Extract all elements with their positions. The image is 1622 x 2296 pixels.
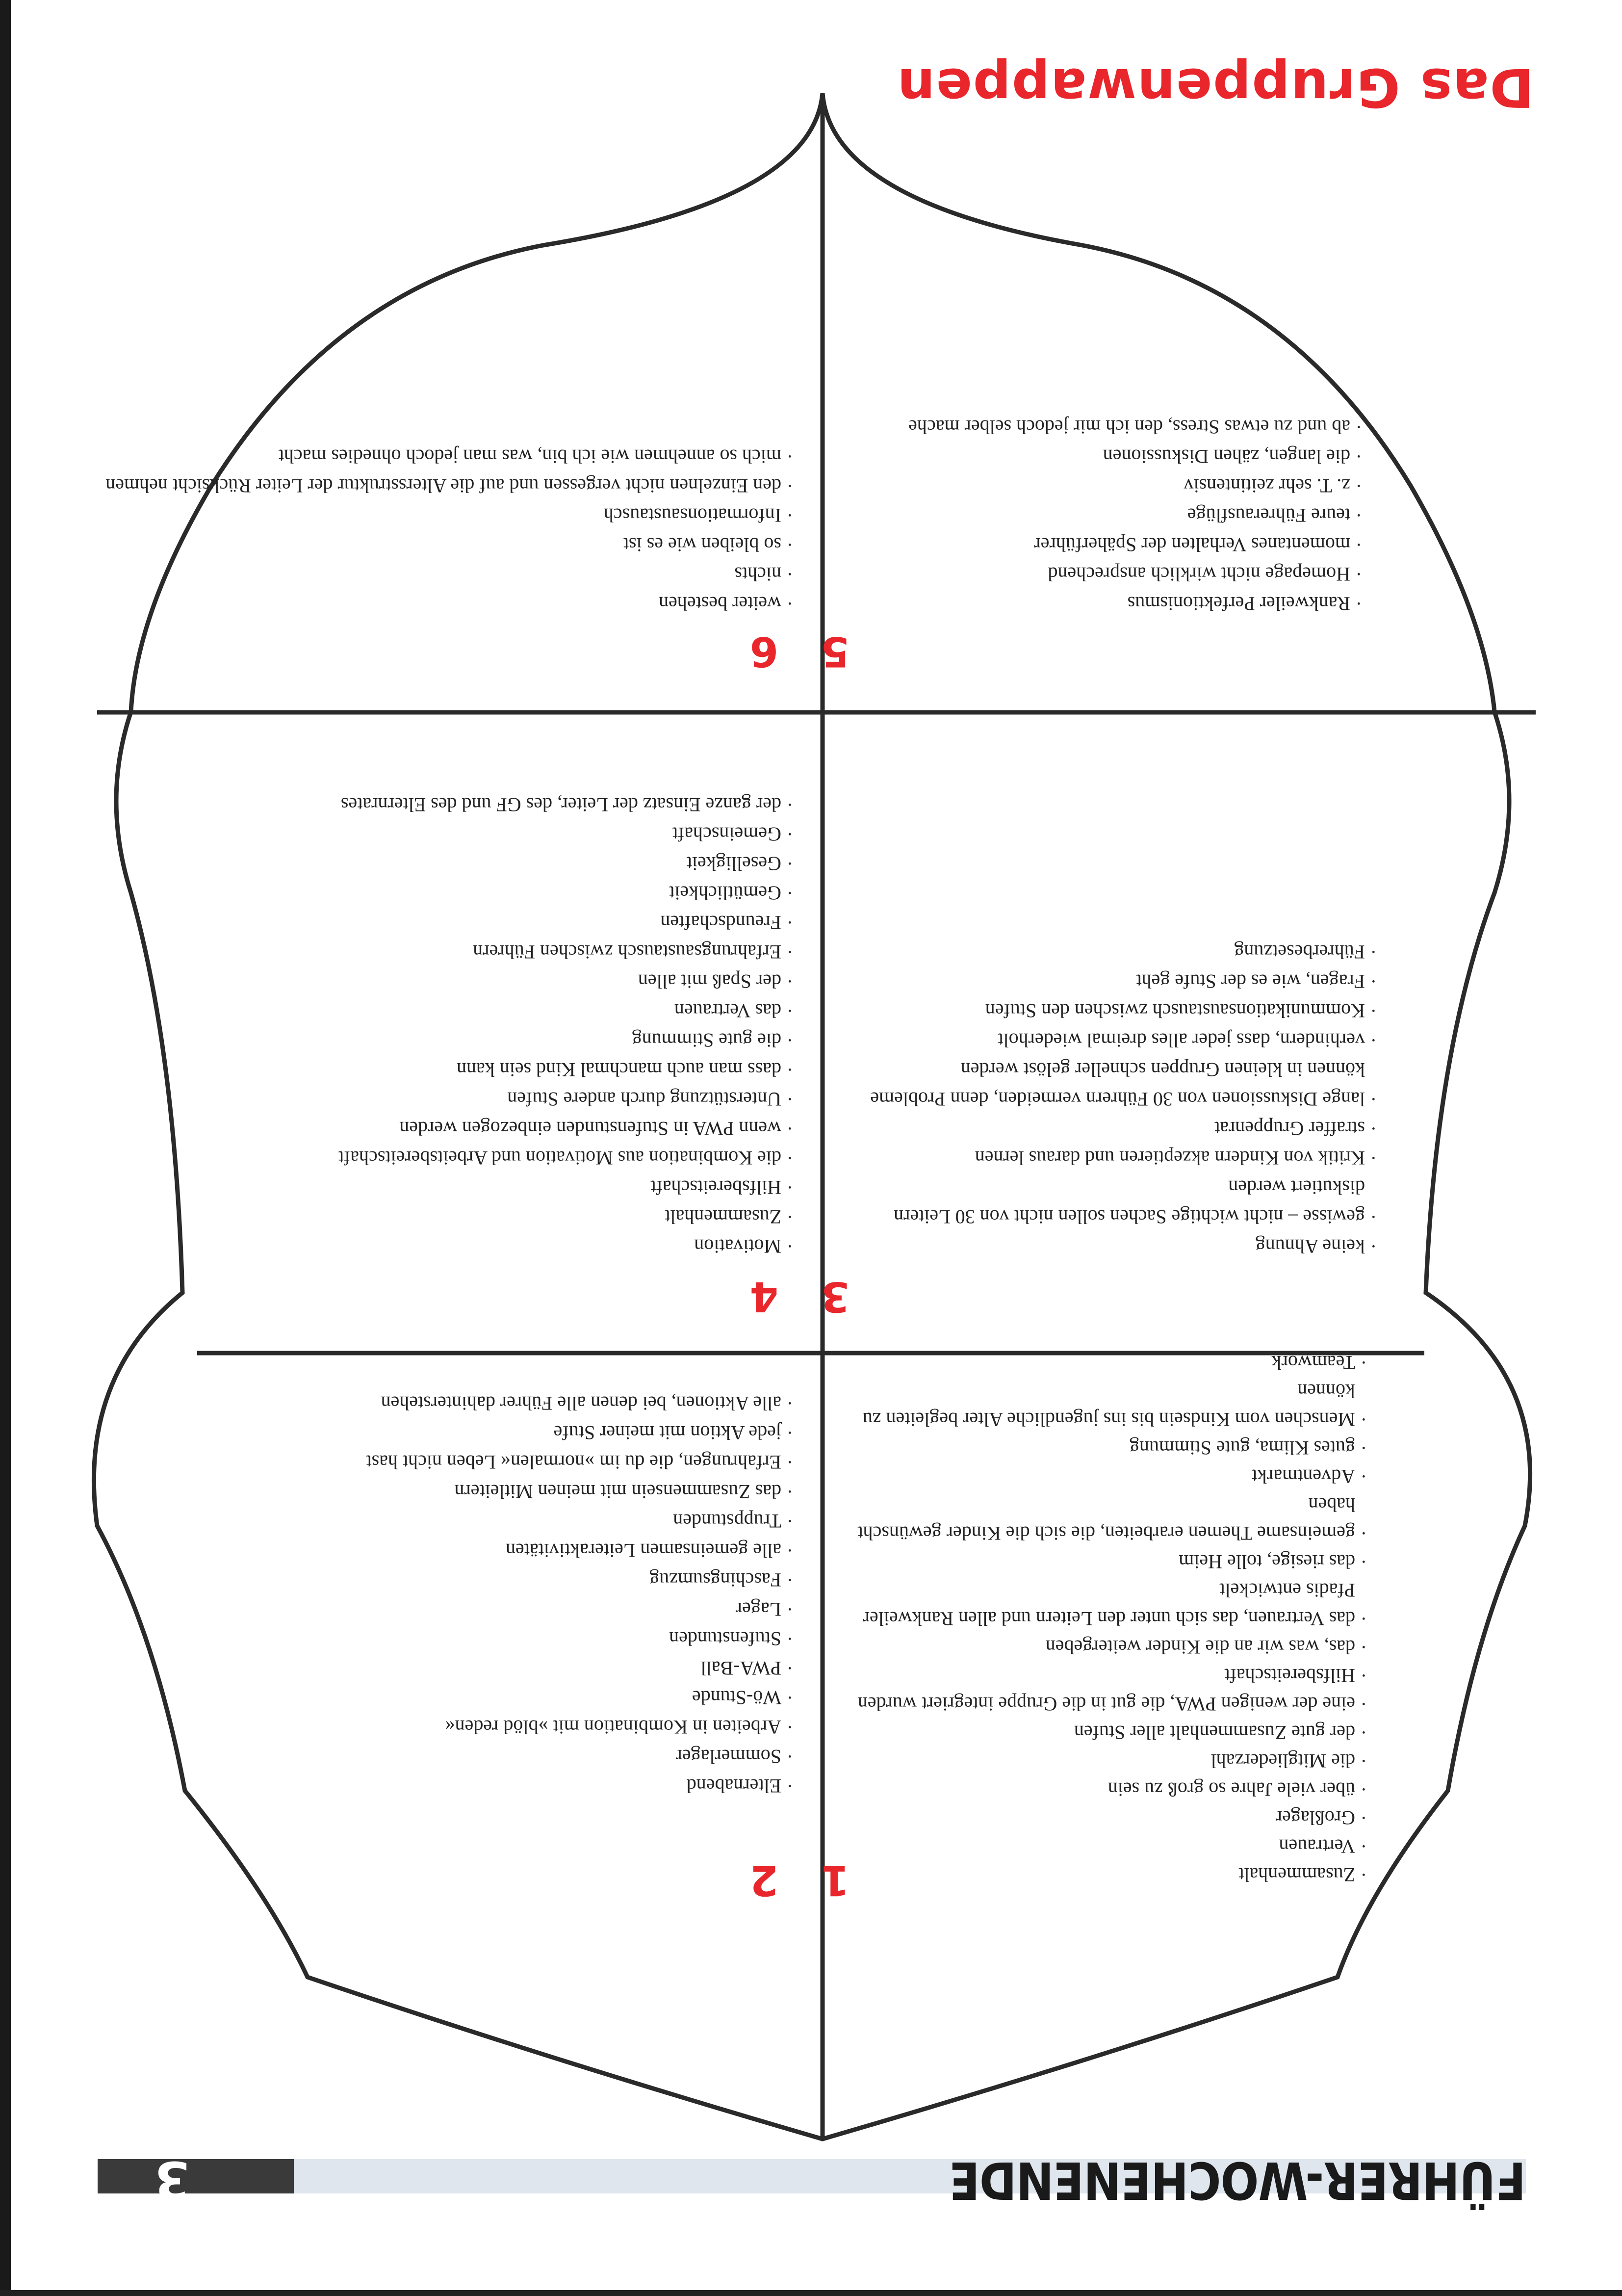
list-item: · straffer Gruppenrat (847, 1114, 1377, 1143)
list-item: · Zusammenhalt (249, 1202, 793, 1231)
list-item: · Führerbesetzung (847, 937, 1377, 966)
list-item: · der ganze Einsatz der Leiter, des GF und des Elternrates (249, 790, 793, 819)
list-item: · Unterstützung durch andere Stufen (249, 1084, 793, 1114)
list-item: · Elternabend (219, 1771, 793, 1800)
list-item: · verhindern, dass jeder alles dreimal wiederholt (847, 1025, 1377, 1055)
list-item: · die Mitgliederzahl (852, 1747, 1367, 1775)
list-item: · ab und zu etwas Stress, den ich mir jedoch selber mache (852, 412, 1362, 442)
list-item: · weiter bestehen (229, 589, 793, 618)
list-item: · Großlager (852, 1803, 1367, 1832)
list-item: · Kommunikationsaustausch zwischen den Stufen (847, 996, 1377, 1025)
page-number-block (98, 2159, 294, 2193)
list-item: · Motivation (249, 1231, 793, 1261)
list-item: · eine der wenigen PWA, die gut in die Gruppe integriert wurden (852, 1690, 1367, 1718)
list-item: · Kritik von Kindern akzeptieren und daraus lernen (847, 1143, 1377, 1173)
list-item: · Stufenstunden (219, 1624, 793, 1653)
list-item: · nichts (229, 559, 793, 589)
list-item: · dass man auch manchmal Kind sein kann (249, 1055, 793, 1084)
list-item: · Menschen vom Kindsein bis ins jugendliche Alter begleiten zu können (852, 1377, 1367, 1434)
field-number-1: 1 (821, 1856, 850, 1905)
list-item: · jede Aktion mit meiner Stufe (219, 1418, 793, 1447)
field-6-list (105, 442, 793, 618)
list-item: · das riesige, tolle Heim (852, 1547, 1367, 1576)
list-item: · Rankweiler Perfektionismus (852, 589, 1362, 618)
list-item: · Hilfsbereitschaft (852, 1661, 1367, 1690)
list-item: · alle gemeinsamen Leiteraktivitäten (219, 1536, 793, 1565)
list-item: · Geselligkeit (249, 849, 793, 878)
list-item: · Lager (219, 1594, 793, 1624)
list-item: · Erfahrungsaustausch zwischen Führern (249, 937, 793, 966)
list-item: · die gute Stimmung (249, 1025, 793, 1055)
field-5-list (852, 412, 1362, 618)
list-item: · gemeinsame Themen erarbeiten, die sich die Kinder gewünscht haben (852, 1490, 1367, 1547)
list-item: · die Kombination aus Motivation und Arbeitsbereitschaft (249, 1143, 793, 1173)
list-item: · wenn PWA in Stufenstunden einbezogen werden (249, 1114, 793, 1143)
list-item: · Truppstunden (219, 1506, 793, 1536)
list-item: · das, was wir an die Kinder weitergeben (852, 1633, 1367, 1661)
list-item: · mich so annehmen wie ich bin, was man jedoch ohnedies macht (229, 442, 793, 471)
list-item: · Adventmarkt (852, 1462, 1367, 1490)
list-item: · Vertrauen (852, 1832, 1367, 1860)
list-item: · Zusammenhalt (852, 1860, 1367, 1889)
list-item: · der Spaß mit allen (249, 966, 793, 996)
field-4-list (249, 790, 793, 1261)
list-item: · lange Diskussionen von 30 Führern vermeiden, denn Probleme können in kleinen Gruppen schneller gelöst werden (847, 1055, 1377, 1114)
list-item: · momentanes Verhalten der Späherführer (852, 530, 1362, 559)
list-item: · Informationsaustausch (229, 500, 793, 530)
list-item: · Hilfsbereitschaft (249, 1173, 793, 1202)
list-item: · so bleiben wie es ist (229, 530, 793, 559)
footer-label: FÜHRER-WOCHENENDE (949, 2150, 1526, 2210)
list-item: · Gemeinschaft (249, 819, 793, 849)
list-item: · Homepage nicht wirklich ansprechend (852, 559, 1362, 589)
field-number-5: 5 (821, 627, 850, 676)
list-item: · Sommerlager (219, 1742, 793, 1771)
list-item: · gutes Klima, gute Stimmung (852, 1434, 1367, 1462)
list-item: · Teamwork (852, 1348, 1367, 1377)
list-item: · PWA-Ball (219, 1653, 793, 1683)
list-item: · Fragen, wie es der Stufe geht (847, 966, 1377, 996)
list-item: · die langen, zähen Diskussionen (852, 442, 1362, 471)
list-item: · das Vertrauen (249, 996, 793, 1025)
list-item: · Faschingsumzug (219, 1565, 793, 1594)
list-item: · Freundschaften (249, 908, 793, 937)
list-item: · Wö-Stunde (219, 1683, 793, 1712)
list-item: · Arbeiten in Kombination mit »blöd reden« (219, 1712, 793, 1742)
list-item: · das Zusammensein mit meinen Mitleitern (219, 1477, 793, 1506)
page-number: 3 (154, 2150, 190, 2210)
list-item: · den Einzelnen nicht vergessen und auf die Altersstruktur der Leiter Rücksicht nehmen (229, 471, 793, 500)
list-item: · keine Ahnung (847, 1231, 1377, 1261)
list-item: · Gemütlichkeit (249, 878, 793, 908)
field-number-3: 3 (821, 1273, 850, 1321)
list-item: · über viele Jahre so groß zu sein (852, 1775, 1367, 1803)
field-1-list (852, 1348, 1367, 1889)
page-title: Das Gruppenwappen (896, 56, 1534, 118)
list-item: · das Vertrauen, das sich unter den Leitern und allen Rankweiler Pfadis entwickelt (852, 1576, 1367, 1633)
field-2-list (219, 1388, 793, 1800)
field-number-4: 4 (749, 1273, 778, 1321)
list-item: · alle Aktionen, bei denen alle Führer dahinterstehen (219, 1388, 793, 1418)
list-item: · der gute Zusammenhalt aller Stufen (852, 1718, 1367, 1747)
field-number-6: 6 (749, 627, 778, 676)
list-item: · Erfahrungen, die du im »normalen« Leben nicht hast (219, 1447, 793, 1477)
field-3-list (847, 937, 1377, 1261)
field-number-2: 2 (749, 1856, 778, 1905)
list-item: · teure Führerausflüge (852, 500, 1362, 530)
list-item: · z. T. sehr zeitintensiv (852, 471, 1362, 500)
list-item: · gewisse – nicht wichtige Sachen sollen nicht von 30 Leitern diskutiert werden (847, 1173, 1377, 1231)
